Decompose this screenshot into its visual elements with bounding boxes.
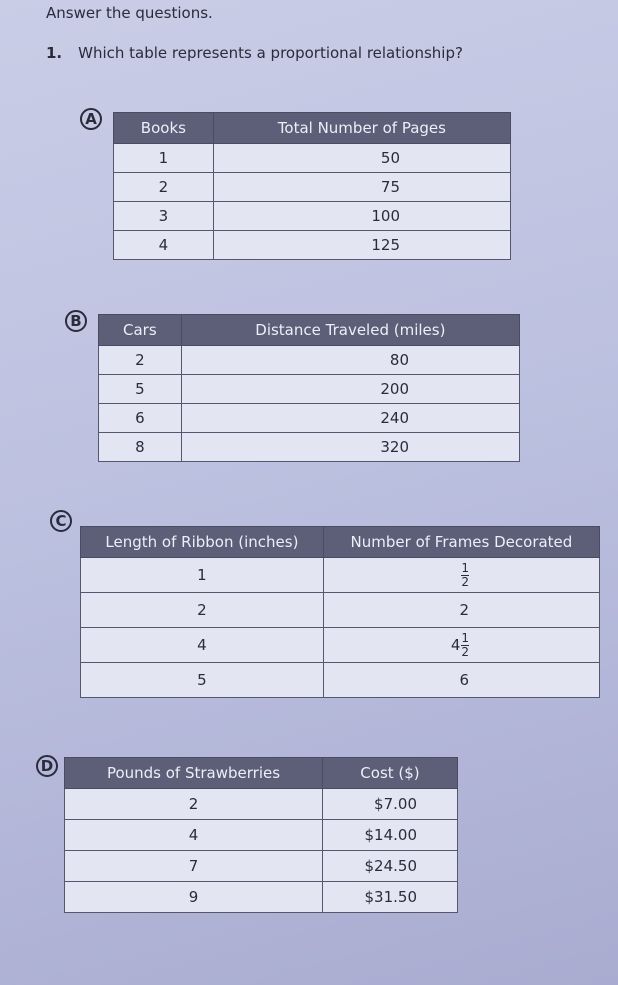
table-cell: 1: [81, 558, 324, 593]
option-b-marker[interactable]: B: [65, 310, 87, 332]
table-cell: 5: [81, 663, 324, 698]
table-cell: 50: [213, 144, 510, 173]
table-row: [81, 593, 600, 628]
instructions: Answer the questions.: [46, 4, 213, 22]
table-cell: 2: [65, 789, 323, 820]
table-cell: 80: [181, 346, 519, 375]
table-b: [98, 314, 520, 462]
table-row: [99, 433, 520, 462]
fraction: [461, 562, 469, 589]
table-row: [114, 144, 511, 173]
table-row: [81, 558, 600, 593]
table-cell: 4: [65, 820, 323, 851]
table-cell: [323, 558, 599, 593]
table-row: [99, 404, 520, 433]
table-b-header-cars: Cars: [99, 315, 182, 346]
table-row: [114, 231, 511, 260]
table-cell: $7.00: [322, 789, 457, 820]
table-b-header-distance: Distance Traveled (miles): [181, 315, 519, 346]
table-cell: 2: [99, 346, 182, 375]
table-a: [113, 112, 511, 260]
table-cell: 75: [213, 173, 510, 202]
table-row: [81, 628, 600, 663]
table-cell: 2: [323, 593, 599, 628]
table-row: [99, 375, 520, 404]
table-cell: 2: [114, 173, 214, 202]
table-row: [65, 820, 458, 851]
table-row: [65, 789, 458, 820]
table-cell: 7: [65, 851, 323, 882]
table-cell: 1: [114, 144, 214, 173]
fraction-denominator: 2: [461, 644, 469, 659]
question-text: Which table represents a proportional relationship?: [78, 44, 463, 62]
question-number: 1.: [46, 44, 63, 62]
table-c-header-length: Length of Ribbon (inches): [81, 527, 324, 558]
table-row: [99, 346, 520, 375]
fraction-denominator: 2: [461, 574, 469, 589]
table-d-header-pounds: Pounds of Strawberries: [65, 758, 323, 789]
question-1: [46, 44, 463, 62]
table-cell: 240: [181, 404, 519, 433]
fraction-numerator: 1: [461, 630, 469, 645]
table-row: [114, 173, 511, 202]
table-cell: 4: [114, 231, 214, 260]
option-d-marker[interactable]: D: [36, 755, 58, 777]
table-cell: $14.00: [322, 820, 457, 851]
fraction: [461, 632, 469, 659]
table-a-header-books: Books: [114, 113, 214, 144]
table-cell: 320: [181, 433, 519, 462]
option-a-marker[interactable]: A: [80, 108, 102, 130]
table-row: [65, 882, 458, 913]
table-a-header-pages: Total Number of Pages: [213, 113, 510, 144]
table-c: [80, 526, 600, 698]
table-cell: 6: [323, 663, 599, 698]
table-cell: 9: [65, 882, 323, 913]
fraction-numerator: 1: [461, 560, 469, 575]
table-row: [81, 663, 600, 698]
table-cell: 100: [213, 202, 510, 231]
mixed-number: [451, 632, 469, 659]
table-cell: 2: [81, 593, 324, 628]
option-c-marker[interactable]: C: [50, 510, 72, 532]
table-cell: 4: [81, 628, 324, 663]
table-d-header-cost: Cost ($): [322, 758, 457, 789]
table-d: [64, 757, 458, 913]
mixed-number-whole: 4: [450, 636, 461, 654]
table-cell: 6: [99, 404, 182, 433]
table-cell: 5: [99, 375, 182, 404]
table-cell: [323, 628, 599, 663]
table-cell: $24.50: [322, 851, 457, 882]
table-row: [114, 202, 511, 231]
table-cell: 200: [181, 375, 519, 404]
table-c-header-frames: Number of Frames Decorated: [323, 527, 599, 558]
table-cell: 8: [99, 433, 182, 462]
table-cell: 3: [114, 202, 214, 231]
table-row: [65, 851, 458, 882]
table-cell: $31.50: [322, 882, 457, 913]
table-cell: 125: [213, 231, 510, 260]
